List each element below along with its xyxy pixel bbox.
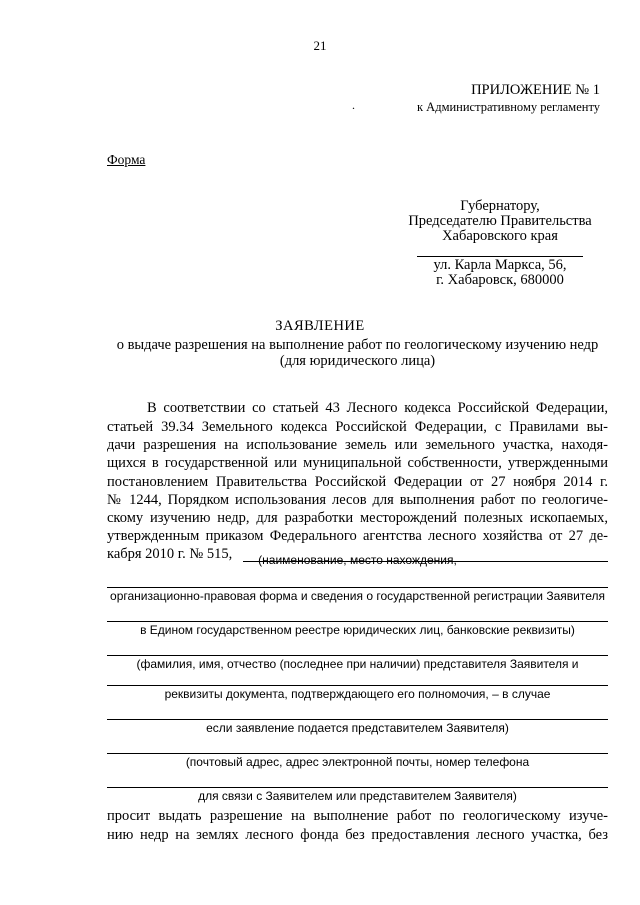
body-line: постановлением Правительства Российской Федерации от 27 ноября 2014 г. (107, 474, 608, 490)
body-line: № 1244, Порядком использования лесов для выполнения работ по геологиче- (107, 492, 608, 508)
body-line-last: кабря 2010 г. № 515, (107, 546, 233, 562)
field-caption: организационно-правовая форма и сведения о государственной регистрации Заявителя (110, 589, 605, 603)
fill-in-line (107, 719, 608, 720)
fill-in-line (107, 587, 608, 588)
field-caption: (наименование, место нахождения, (258, 553, 457, 567)
closing-line: нию недр на землях лесного фонда без предоставления лесного участка, без (107, 827, 608, 843)
body-line: щихся в государственной или муниципальной собственности, утвержденными (107, 455, 608, 471)
statement-subtitle-line-2: (для юридического лица) (279, 353, 436, 369)
addressee-line-2: Председателю Правительства (408, 213, 592, 229)
statement-subtitle-line-1: о выдаче разрешения на выполнение работ по геологическому изучению недр (116, 337, 599, 353)
field-caption: в Едином государственном реестре юридических лиц, банковские реквизиты) (140, 623, 575, 637)
body-line: скому изучению недр, для разработки месторождений полезных ископаемых, (107, 510, 608, 526)
appendix-title: ПРИЛОЖЕНИЕ № 1 (471, 82, 600, 98)
body-line: В соответствии со статьей 43 Лесного кодекса Российской Федерации, (147, 400, 608, 416)
addressee-city: г. Хабаровск, 680000 (436, 272, 564, 288)
body-line: дачи разрешения на использование земель или земельного участка, находя- (107, 437, 608, 453)
fill-in-line (107, 621, 608, 622)
body-line: статьей 39.34 Земельного кодекса Российской Федерации, с Правилами вы- (107, 419, 608, 435)
closing-line: просит выдать разрешение на выполнение работ по геологическому изуче- (107, 808, 608, 824)
body-line: утвержденным приказом Федерального агентства лесного хозяйства от 27 де- (107, 528, 608, 544)
fill-in-line (107, 655, 608, 656)
fill-in-line (107, 753, 608, 754)
appendix-subtitle: к Административному регламенту (416, 100, 600, 114)
statement-title: ЗАЯВЛЕНИЕ (275, 318, 365, 334)
addressee-line-1: Губернатору, (460, 198, 540, 214)
addressee-street: ул. Карла Маркса, 56, (433, 257, 567, 273)
page-number: 21 (313, 38, 327, 53)
addressee-line-3: Хабаровского края (442, 228, 558, 244)
field-caption: (почтовый адрес, адрес электронной почты, номер телефона (185, 755, 530, 769)
field-caption: для связи с Заявителем или представителем Заявителя) (198, 789, 517, 803)
field-caption: реквизиты документа, подтверждающего его полномочия, – в случае (164, 687, 551, 701)
stray-dot: . (352, 98, 355, 112)
fill-in-line (107, 685, 608, 686)
field-caption: если заявление подается представителем Заявителя) (206, 721, 509, 735)
fill-in-line (107, 787, 608, 788)
field-caption: (фамилия, имя, отчество (последнее при наличии) представителя Заявителя и (136, 657, 579, 671)
form-label: Форма (107, 152, 146, 167)
